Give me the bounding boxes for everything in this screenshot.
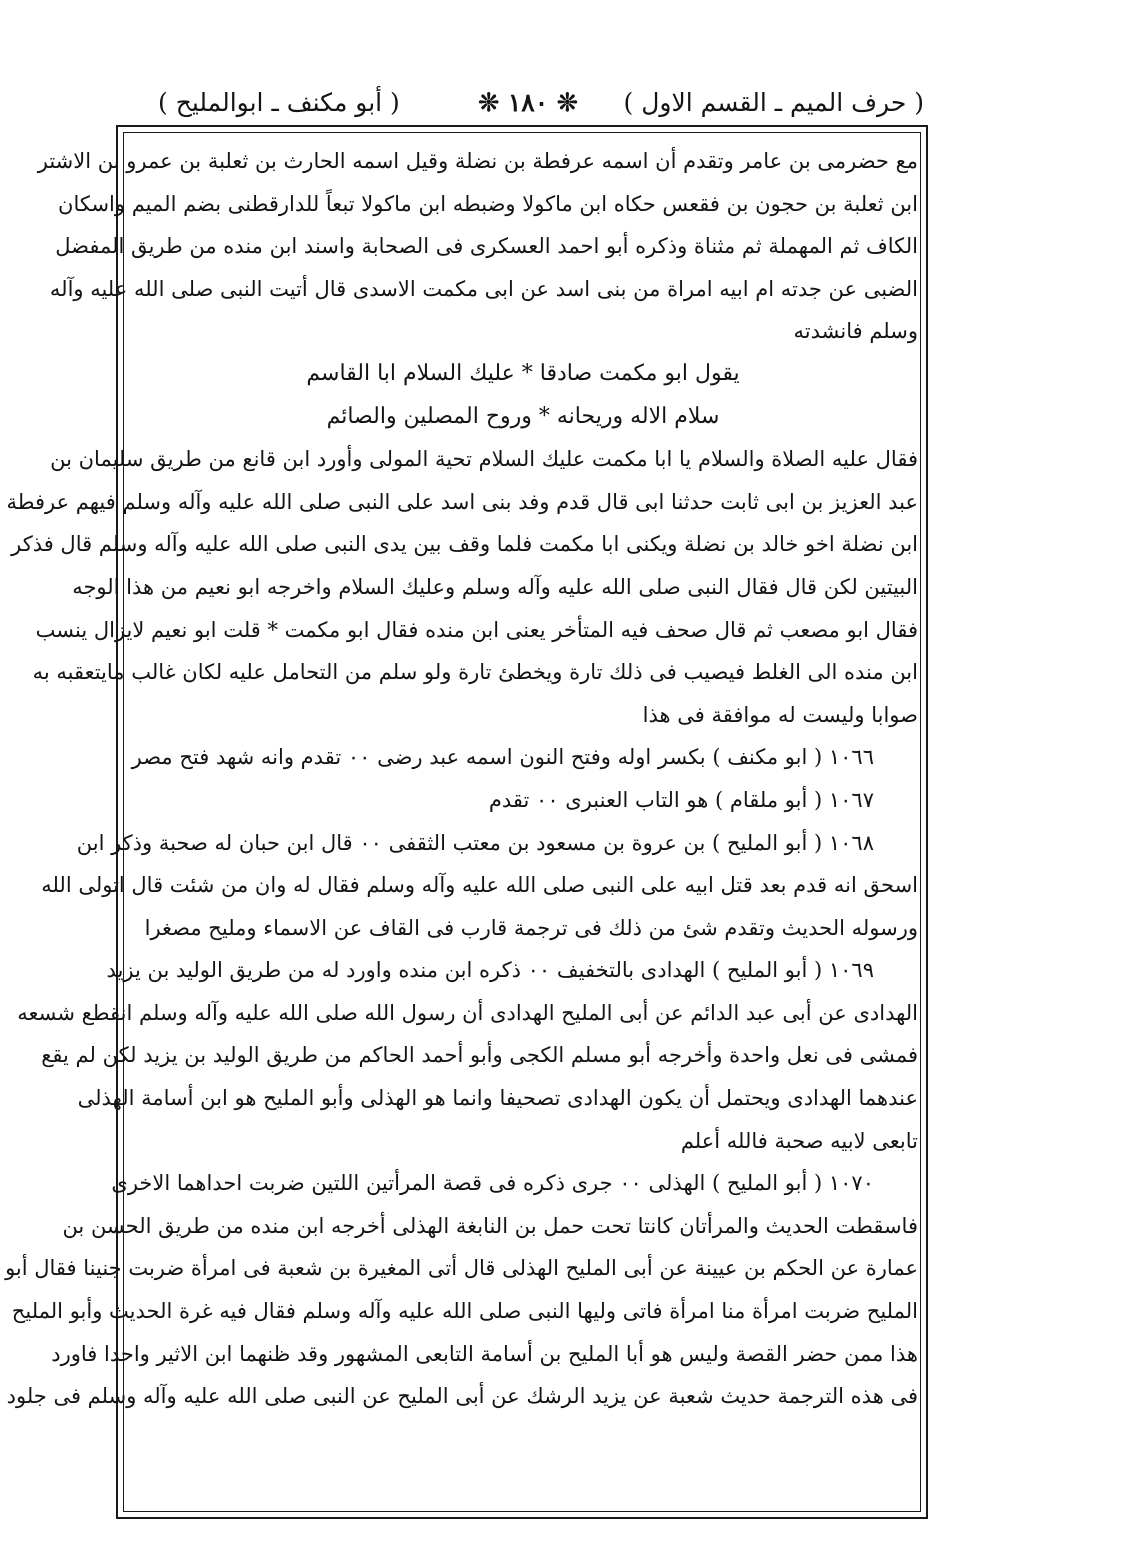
text-line: عبد العزيز بن ابى ثابت حدثنا ابى قال قدم وفد بنى اسد على النبى صلى الله عليه وآله وسلم فيهم عرفطة bbox=[6, 489, 918, 514]
page-number: ❊ ١٨٠ ❊ bbox=[478, 88, 578, 117]
text-line: تابعى لابيه صحبة فالله أعلم bbox=[680, 1128, 918, 1153]
text-line: اسحق انه قدم بعد قتل ابيه على النبى صلى الله عليه وآله وسلم فقال له وان من شئت قال اتولى الله bbox=[41, 873, 918, 898]
text-line: فمشى فى نعل واحدة وأخرجه أبو مسلم الكجى وأبو أحمد الحاكم من طريق الوليد بن يزيد لكن لم يقع bbox=[41, 1043, 918, 1068]
text-line: ابن ثعلبة بن حجون بن فقعس حكاه ابن ماكولا وضبطه ابن ماكولا تبعاً للدارقطنى بضم الميم واسكان bbox=[58, 191, 918, 216]
text-line: فى هذه الترجمة حديث شعبة عن يزيد الرشك عن أبى المليح عن النبى صلى الله عليه وآله وسلم فى جلود bbox=[6, 1384, 918, 1409]
text-line: عندهما الهدادى ويحتمل أن يكون الهدادى تصحيفا وانما هو الهذلى وأبو المليح هو ابن أسامة الهذلى bbox=[77, 1086, 918, 1111]
running-header bbox=[118, 82, 938, 126]
text-line: فقال عليه الصلاة والسلام يا ابا مكمت عليك السلام تحية المولى وأورد ابن قانع من طريق سليمان بن bbox=[50, 447, 918, 472]
header-section-title: ( حرف الميم ـ القسم الاول ) bbox=[623, 88, 924, 117]
entry-heading-1067: ١٠٦٧ ( أبو ملقام ) هو التاب العنبرى ٠٠ تقدم bbox=[488, 787, 874, 812]
text-line: ورسوله الحديث وتقدم شئ من ذلك فى ترجمة قارب فى القاف عن الاسماء ومليح مصغرا bbox=[144, 915, 918, 940]
text-line: فقال ابو مصعب ثم قال صحف فيه المتأخر يعنى ابن منده فقال ابو مكمت * قلت ابو نعيم لايزال ينسب bbox=[35, 617, 918, 642]
text-line: صوابا وليست له موافقة فى هذا bbox=[642, 702, 918, 727]
header-entry-range: ( أبو مكنف ـ ابوالمليح ) bbox=[158, 88, 400, 117]
entry-heading-1066: ١٠٦٦ ( ابو مكنف ) بكسر اوله وفتح النون اسمه عبد رضى ٠٠ تقدم وانه شهد فتح مصر bbox=[131, 745, 874, 770]
text-line: هذا ممن حضر القصة وليس هو أبا المليح بن أسامة التابعى المشهور وقد ظنهما ابن الاثير واحدا فاورد bbox=[51, 1341, 918, 1366]
text-line: الضبى عن جدته ام ابيه امراة من بنى اسد عن ابى مكمت الاسدى قال أتيت النبى صلى الله عليه وآله bbox=[49, 276, 918, 301]
entry-heading-1070: ١٠٧٠ ( أبو المليح ) الهذلى ٠٠ جرى ذكره فى قصة المرأتين اللتين ضربت احداهما الاخرى bbox=[111, 1171, 874, 1196]
text-line: ابن نضلة اخو خالد بن نضلة ويكنى ابا مكمت فلما وقف بين يدى النبى صلى الله عليه وآله وسلم قال فذكر bbox=[11, 532, 918, 557]
entry-heading-1068: ١٠٦٨ ( أبو المليح ) بن عروة بن مسعود بن معتب الثقفى ٠٠ قال ابن حبان له صحبة وذكر ابن bbox=[76, 830, 874, 855]
text-line: مع حضرمى بن عامر وتقدم أن اسمه عرفطة بن نضلة وقيل اسمه الحارث بن ثعلبة بن عمرو بن الاشتر bbox=[37, 149, 918, 173]
text-line: الهدادى عن أبى عبد الدائم عن أبى المليح الهدادى أن رسول الله صلى الله عليه وآله وسلم انقطع شسعه bbox=[17, 1000, 918, 1025]
entry-heading-1069: ١٠٦٩ ( أبو المليح ) الهدادى بالتخفيف ٠٠ ذكره ابن منده واورد له من طريق الوليد بن يزيد bbox=[106, 958, 874, 983]
verse-line: سلام الاله وريحانه * وروح المصلين والصائم bbox=[326, 403, 720, 429]
text-line: عمارة عن الحكم بن عيينة عن أبى المليح الهذلى قال أتى المغيرة بن شعبة فى امرأة ضربت جنينا فقال أبو bbox=[5, 1256, 918, 1281]
text-line: ابن منده الى الغلط فيصيب فى ذلك تارة ويخطئ تارة ولو سلم من التحامل عليه لكان غالب مايتعقبه به bbox=[32, 660, 918, 685]
body-text bbox=[5, 140, 918, 1510]
text-line: فاسقطت الحديث والمرأتان كانتا تحت حمل بن النابغة الهذلى أخرجه ابن منده من طريق الحسن بن bbox=[62, 1213, 918, 1238]
text-line: المليح ضربت امرأة منا امرأة فاتى وليها النبى صلى الله عليه وآله وسلم فقال فيه غرة الحديث وأبو المليح bbox=[11, 1299, 918, 1324]
text-line: وسلم فانشدته bbox=[793, 319, 918, 344]
text-line: الكاف ثم المهملة ثم مثناة وذكره أبو احمد العسكرى فى الصحابة واسند ابن منده من طريق المفضل bbox=[55, 234, 918, 259]
verse-line: يقول ابو مكمت صادقا * عليك السلام ابا القاسم bbox=[306, 360, 740, 386]
text-line: البيتين لكن قال فقال النبى صلى الله عليه وآله وسلم وعليك السلام واخرجه ابو نعيم من هذا الوجه bbox=[72, 574, 918, 599]
